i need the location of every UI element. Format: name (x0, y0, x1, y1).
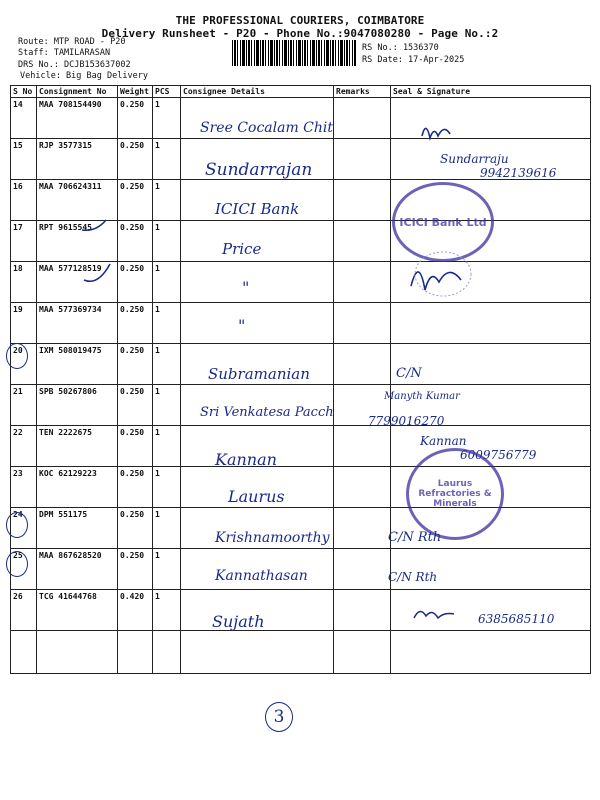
cell-weight: 0.250 (118, 221, 153, 262)
cell-sno: 15 (11, 139, 37, 180)
handwritten-consignee-17: Price (222, 240, 262, 258)
handwritten-consignee-22: Kannan (215, 450, 277, 469)
cell-weight: 0.420 (118, 590, 153, 631)
route-info: Route: MTP ROAD - P20 (18, 37, 126, 47)
col-remarks: Remarks (334, 86, 391, 98)
cell-sno: 19 (11, 303, 37, 344)
cell-pcs: 1 (153, 262, 181, 303)
handwritten-phone-21: 7799016270 (368, 414, 445, 428)
cell-sno: 17 (11, 221, 37, 262)
cell-sno: 16 (11, 180, 37, 221)
handwritten-consignee-21: Sri Venkatesa Pacch (200, 405, 334, 420)
cell-weight: 0.250 (118, 385, 153, 426)
cell-weight: 0.250 (118, 426, 153, 467)
handwritten-remark-25: C/N Rth (388, 570, 438, 584)
cell-pcs: 1 (153, 508, 181, 549)
cell-remarks (334, 344, 391, 385)
col-weight: Weight (118, 86, 153, 98)
cell-weight: 0.250 (118, 180, 153, 221)
cell-sno: 14 (11, 98, 37, 139)
laurus-stamp: Laurus Refractories & Minerals (406, 448, 504, 540)
col-pcs: PCS (153, 86, 181, 98)
handwritten-remark-20: C/N (396, 366, 422, 381)
drs-info: DRS No.: DCJB153637002 (18, 60, 131, 70)
cell-sno: 26 (11, 590, 37, 631)
cell-pcs: 1 (153, 139, 181, 180)
company-title: THE PROFESSIONAL COURIERS, COIMBATORE (175, 14, 425, 27)
cell-remarks (334, 98, 391, 139)
cell-weight: 0.250 (118, 98, 153, 139)
staff-info: Staff: TAMILARASAN (18, 48, 111, 58)
cell-consignment: RPT 9615545 (37, 221, 118, 262)
circle-mark-24 (6, 512, 28, 538)
cell-remarks (334, 549, 391, 590)
cell-weight: 0.250 (118, 139, 153, 180)
cell-sno: 25 (11, 549, 37, 590)
handwritten-consignee-14: Sree Cocalam Chit (200, 120, 334, 136)
circle-mark-25 (6, 551, 28, 577)
rs-number: RS No.: 1536370 (362, 43, 439, 53)
handwritten-consignee-15: Sundarrajan (205, 160, 313, 180)
barcode-image (232, 40, 356, 66)
cell-sno: 24 (11, 508, 37, 549)
handwritten-phone-22: 6009756779 (460, 448, 537, 462)
cell-consignment: TCG 41644768 (37, 590, 118, 631)
cell-consignment: KOC 62129223 (37, 467, 118, 508)
handwritten-phone-26: 6385685110 (478, 612, 555, 626)
handwritten-signature-15: Sundarraju (440, 152, 509, 166)
cell-consignment: TEN 2222675 (37, 426, 118, 467)
cell-consignment: MAA 708154490 (37, 98, 118, 139)
cell-weight: 0.250 (118, 344, 153, 385)
cell-consignee (181, 262, 334, 303)
handwritten-ditto-19: " (238, 316, 246, 335)
cell-remarks (334, 590, 391, 631)
cell-sno: 21 (11, 385, 37, 426)
handwritten-consignee-26: Sujath (212, 612, 265, 631)
icici-bank-stamp: ICICI Bank Ltd (392, 182, 494, 262)
col-consignment: Consignment No (37, 86, 118, 98)
cell-weight: 0.250 (118, 262, 153, 303)
cell-pcs: 1 (153, 590, 181, 631)
cell-consignment: MAA 706624311 (37, 180, 118, 221)
vehicle-info: Vehicle: Big Bag Delivery (20, 71, 148, 81)
handwritten-page-number: 3 (265, 702, 293, 732)
cell-sno: 22 (11, 426, 37, 467)
cell-weight: 0.250 (118, 303, 153, 344)
cell-consignment: IXM 508019475 (37, 344, 118, 385)
cell-sno: 20 (11, 344, 37, 385)
handwritten-phone-15: 9942139616 (480, 166, 557, 180)
cell-pcs: 1 (153, 344, 181, 385)
cell-remarks (334, 467, 391, 508)
circle-mark-20 (6, 343, 28, 369)
runsheet-subtitle: Delivery Runsheet - P20 - Phone No.:9047080280 - Page No.:2 (101, 27, 499, 40)
cell-seal (391, 303, 591, 344)
cell-remarks (334, 180, 391, 221)
table-row (11, 303, 591, 344)
cell-pcs: 1 (153, 467, 181, 508)
handwritten-ditto-18: " (242, 278, 250, 297)
handwritten-signature-22: Kannan (420, 434, 467, 448)
handwritten-consignee-24: Krishnamoorthy (215, 530, 330, 546)
handwritten-remark-24: C/N Rth (388, 530, 442, 545)
cell-consignment: RJP 3577315 (37, 139, 118, 180)
signature-row-14 (418, 118, 468, 148)
cell-sno: 23 (11, 467, 37, 508)
cell-pcs: 1 (153, 303, 181, 344)
cell-pcs: 1 (153, 385, 181, 426)
cell-weight: 0.250 (118, 508, 153, 549)
signature-row-17-18 (405, 246, 475, 306)
col-consignee: Consignee Details (181, 86, 334, 98)
cell-pcs: 1 (153, 221, 181, 262)
cell-remarks (334, 262, 391, 303)
cell-consignment: MAA 577128519 (37, 262, 118, 303)
table-row-empty (11, 631, 591, 674)
cell-sno: 18 (11, 262, 37, 303)
col-seal: Seal & Signature (391, 86, 591, 98)
cell-consignment: MAA 577369734 (37, 303, 118, 344)
cell-weight: 0.250 (118, 549, 153, 590)
cell-remarks (334, 221, 391, 262)
cell-weight: 0.250 (118, 467, 153, 508)
cell-pcs: 1 (153, 426, 181, 467)
cell-pcs: 1 (153, 98, 181, 139)
handwritten-consignee-23: Laurus (228, 487, 285, 506)
handwritten-consignee-20: Subramanian (208, 365, 310, 383)
cell-remarks (334, 508, 391, 549)
cell-remarks (334, 303, 391, 344)
cell-consignee (181, 303, 334, 344)
table-row (11, 180, 591, 221)
handwritten-consignee-25: Kannathasan (215, 568, 308, 584)
handwritten-signature-21: Manyth Kumar (384, 391, 460, 402)
handwritten-consignee-16: ICICI Bank (215, 200, 300, 218)
rs-date: RS Date: 17-Apr-2025 (362, 55, 465, 65)
cell-pcs: 1 (153, 180, 181, 221)
cell-consignment: DPM 551175 (37, 508, 118, 549)
tick-marks (80, 218, 120, 298)
cell-pcs: 1 (153, 549, 181, 590)
cell-remarks (334, 139, 391, 180)
cell-remarks (334, 426, 391, 467)
cell-consignment: SPB 50267806 (37, 385, 118, 426)
col-sno: S No (11, 86, 37, 98)
signature-row-26 (410, 602, 470, 626)
table-header-row (11, 86, 591, 98)
cell-consignment: MAA 867628520 (37, 549, 118, 590)
